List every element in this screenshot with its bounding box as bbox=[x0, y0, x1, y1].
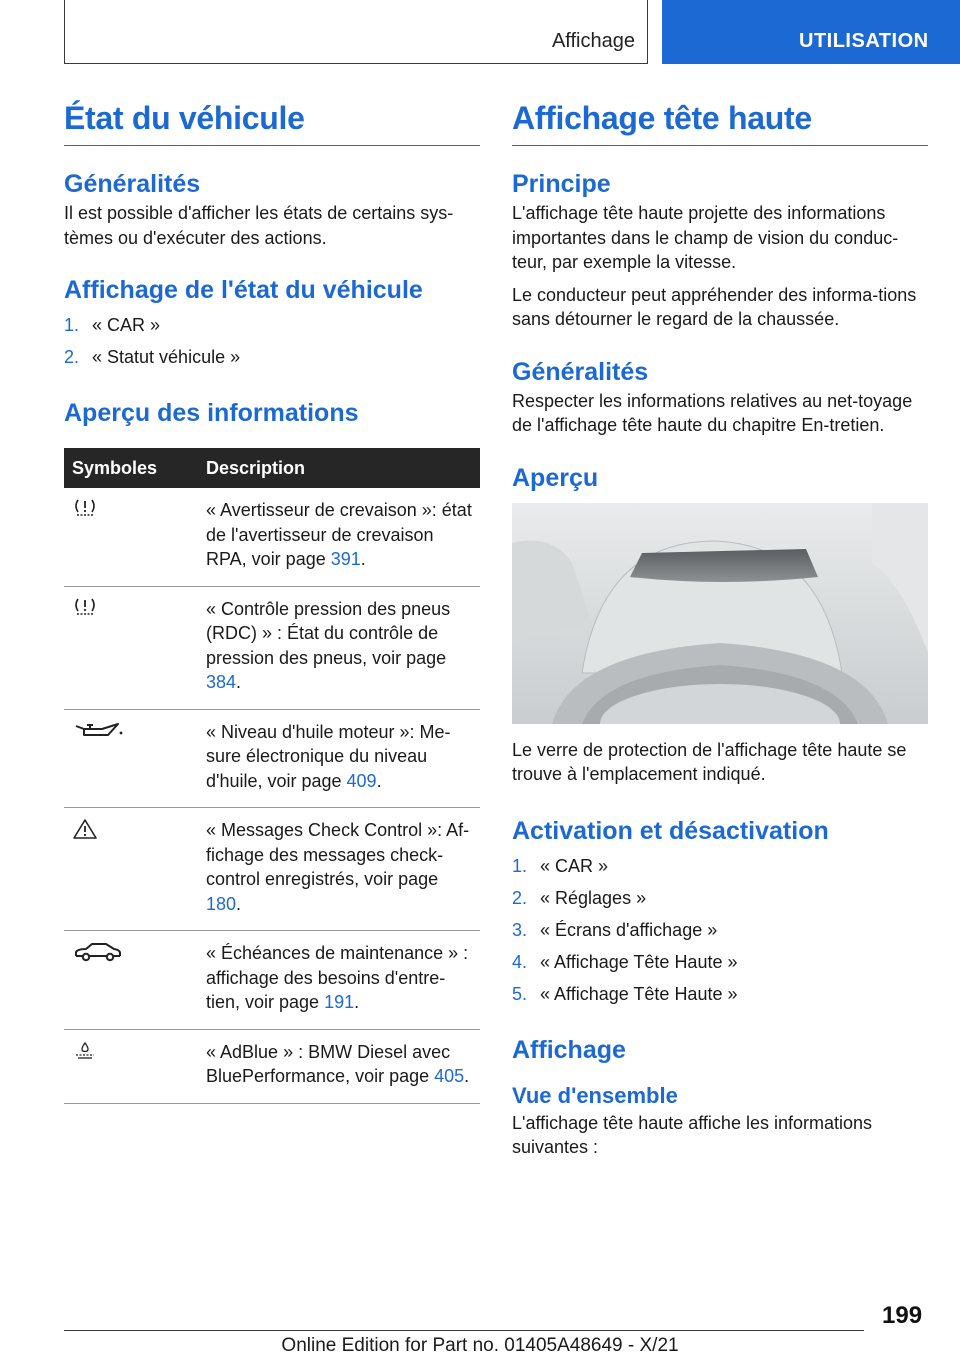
table-header-description: Description bbox=[192, 448, 480, 488]
step-number: 1. bbox=[512, 855, 528, 876]
row-end: . bbox=[464, 1066, 470, 1086]
row-end: . bbox=[354, 992, 360, 1012]
symbols-table bbox=[64, 448, 480, 1104]
footer-divider bbox=[64, 1330, 864, 1331]
table-row bbox=[64, 808, 480, 931]
tire-pressure-warning-icon bbox=[72, 498, 98, 518]
header-section-title: Affichage bbox=[551, 30, 635, 52]
list-item bbox=[512, 946, 928, 978]
display-text: L'affichage tête haute affiche les informations suivantes : bbox=[512, 1112, 873, 1157]
general-heading-right: Généralités bbox=[512, 357, 649, 386]
list-item bbox=[512, 850, 928, 882]
row-description: « AdBlue » : BMW Diesel avec BluePerformance, voir page bbox=[206, 1041, 451, 1086]
page-link[interactable]: 409 bbox=[346, 770, 377, 791]
warning-triangle-icon bbox=[72, 818, 98, 840]
display-heading: Affichage bbox=[512, 1035, 626, 1064]
dashboard-illustration bbox=[512, 503, 928, 724]
overview-caption: Le verre de protection de l'affichage tête haute se trouve à l'emplacement indiqué. bbox=[512, 739, 907, 784]
tire-pressure-warning-icon bbox=[72, 597, 98, 617]
page-link[interactable]: 180 bbox=[206, 893, 237, 914]
activation-steps bbox=[512, 850, 928, 1010]
row-description: « Messages Check Control »: Af‐fichage des messages check-control enregistrés, voir page bbox=[206, 820, 470, 889]
header-chapter-title: UTILISATION bbox=[799, 30, 929, 52]
row-description: « Niveau d'huile moteur »: Me‐sure électronique du niveau d'huile, voir page bbox=[206, 721, 451, 791]
header-section-box bbox=[64, 0, 648, 64]
overview-subheading: Vue d'ensemble bbox=[512, 1082, 678, 1108]
row-end: . bbox=[360, 549, 366, 569]
step-number: 2. bbox=[64, 347, 80, 367]
principle-text-2: Le conducteur peut appréhender des informa‐tions sans détourner le regard de la chaussée. bbox=[512, 284, 917, 329]
step-text: « Statut véhicule » bbox=[92, 347, 241, 367]
row-description: « Avertisseur de crevaison »: état de l'avertisseur de crevaison RPA, voir page bbox=[206, 500, 472, 569]
vehicle-status-display-heading: Affichage de l'état du véhicule bbox=[64, 276, 423, 304]
step-text: « Écrans d'affichage » bbox=[540, 919, 718, 940]
row-end: . bbox=[376, 770, 382, 791]
info-overview-heading: Aperçu des informations bbox=[64, 399, 359, 427]
step-number: 3. bbox=[512, 919, 528, 940]
table-row bbox=[64, 1029, 480, 1103]
list-item bbox=[512, 882, 928, 914]
step-number: 4. bbox=[512, 951, 528, 972]
page-link[interactable]: 391 bbox=[330, 549, 361, 569]
step-number: 1. bbox=[64, 315, 80, 335]
row-end: . bbox=[236, 672, 242, 692]
hud-title: Affichage tête haute bbox=[512, 100, 928, 146]
general-text-left: Il est possible d'afficher les états de certains sys‐tèmes ou d'exécuter des actions. bbox=[64, 203, 454, 248]
table-row bbox=[64, 586, 480, 709]
oil-can-icon bbox=[72, 720, 124, 742]
row-end: . bbox=[236, 893, 242, 914]
principle-heading: Principe bbox=[512, 170, 611, 198]
adblue-icon bbox=[72, 1040, 98, 1060]
row-description: « Contrôle pression des pneus (RDC) » : État du contrôle de pression des pneus, voir page bbox=[206, 598, 451, 668]
general-heading-left: Généralités bbox=[64, 170, 201, 198]
right-column bbox=[512, 100, 928, 1168]
vehicle-status-steps bbox=[64, 309, 480, 373]
list-item bbox=[64, 309, 480, 341]
page-link[interactable]: 384 bbox=[206, 672, 237, 692]
step-number: 2. bbox=[512, 887, 528, 908]
list-item bbox=[512, 978, 928, 1010]
list-item bbox=[512, 914, 928, 946]
step-text: « CAR » bbox=[92, 315, 161, 335]
step-number: 5. bbox=[512, 983, 528, 1004]
activation-heading: Activation et désactivation bbox=[512, 816, 829, 845]
table-row bbox=[64, 709, 480, 808]
header-chapter-tab bbox=[662, 0, 960, 64]
service-car-icon bbox=[72, 941, 124, 963]
page-link[interactable]: 405 bbox=[434, 1066, 465, 1086]
footer-edition: Online Edition for Part no. 01405A48649 - X/21 bbox=[281, 1335, 679, 1356]
list-item bbox=[64, 341, 480, 373]
table-row bbox=[64, 488, 480, 586]
table-row bbox=[64, 931, 480, 1030]
step-text: « Réglages » bbox=[540, 887, 647, 908]
overview-heading: Aperçu bbox=[512, 463, 599, 492]
step-text: « Affichage Tête Haute » bbox=[540, 951, 738, 972]
step-text: « CAR » bbox=[540, 855, 609, 876]
left-column bbox=[64, 100, 480, 1104]
general-text-right: Respecter les informations relatives au net‐toyage de l'affichage tête haute du chapitre En‐tretien. bbox=[512, 390, 913, 435]
table-header-symbols: Symboles bbox=[64, 448, 192, 488]
row-description: « Échéances de maintenance » : affichage des besoins d'entre‐tien, voir page bbox=[206, 943, 469, 1012]
page-number: 199 bbox=[882, 1302, 923, 1329]
hud-location-photo bbox=[512, 503, 928, 724]
vehicle-status-title: État du véhicule bbox=[64, 100, 480, 146]
step-text: « Affichage Tête Haute » bbox=[540, 983, 738, 1004]
principle-text-1: L'affichage tête haute projette des informations importantes dans le champ de vision du conduc‐teur, par exemple la vitesse. bbox=[512, 203, 899, 272]
page-link[interactable]: 191 bbox=[324, 992, 355, 1012]
